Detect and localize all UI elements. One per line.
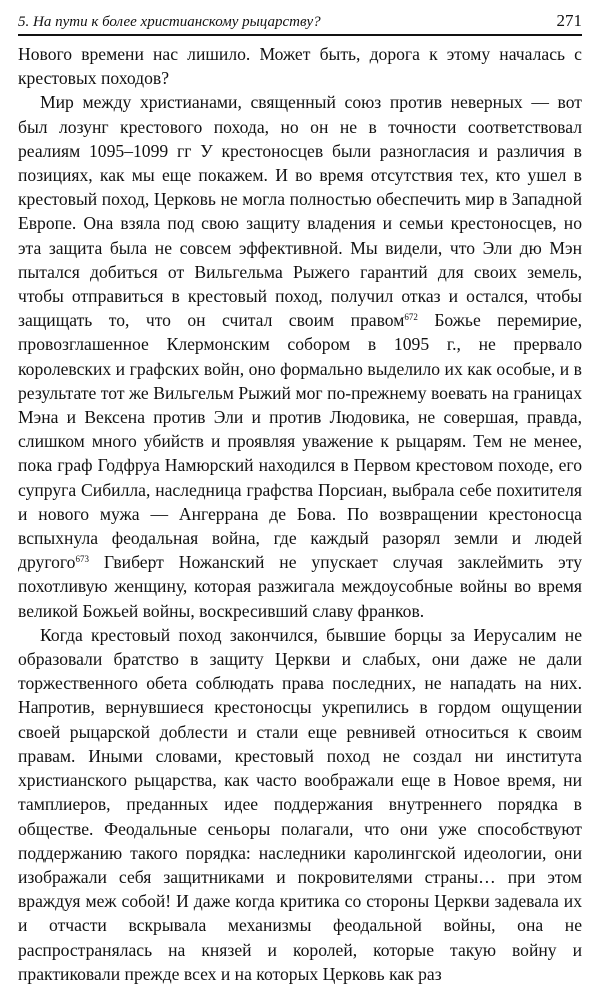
paragraph-text: Мир между христианами, священный союз против неверных — вот был лозунг крестового похода, но он не в точности соответствовал реалиям 1095–1099 гг У крестоносцев были разногласия и различия в позициях, как мы еще покажем. И во время отсутствия тех, кто ушел в крестовый поход, Церковь не могла полностью обеспечить мир в Западной Европе. Она взяла под свою защиту владения и семьи крестоносцев, но эта защита была не совсем эффективной. Мы видели, что Эли дю Мэн пытался добиться от Вильгельма Рыжего гарантий для своих земель, чтобы отправиться в крестовый поход, получил отказ и остался, чтобы защищать то, что он считал своим правом — [18, 92, 582, 331]
running-title: 5. На пути к более христианскому рыцарству? — [18, 14, 321, 30]
paragraph-text: Нового времени нас лишило. Может быть, дорога к этому началась с крестовых походов? — [18, 44, 582, 89]
footnote-marker[interactable]: 673 — [75, 554, 89, 565]
running-head — [18, 10, 582, 32]
paragraph-text: Когда крестовый поход закончился, бывшие борцы за Иерусалим не образовали братство в защиту Церкви и слабых, они даже не дали торжественного обета соблюдать права последних, не нападать на них. Напротив, вернувшиеся крестоносцы укрепились в гордом ощущении своей рыцарской доблести и стали еще ревнивей относиться к своим правам. Иными словами, крестовый поход не создал ни института христианского рыцарства, как часто воображали еще в Новое время, ни тамплиеров, преданных идее поддержания внутреннего порядка в обществе. Феодальные сеньоры полагали, что они уже способствуют поддержанию такого порядка: наследники каролингской идеологии, они изображали себя защитниками и покровителями страны… при этом враждуя меж собой! И даже когда критика со стороны Церкви задевала их и отчасти вскрывала механизмы феодальной войны, она не распространялась на князей и королей, которые такую войну и практиковали прежде всех и на которых Церковь как раз — [18, 624, 582, 984]
paragraph-text: Гвиберт Ножанский не упускает случая заклеймить эту похотливую женщину, которая разжигала междоусобные войны во время великой Божьей войны, воскресивший славу франков. — [18, 552, 582, 621]
paragraph-crusade-peace — [18, 90, 582, 622]
header-rule — [18, 34, 582, 36]
book-page — [18, 10, 582, 984]
body-text — [18, 42, 582, 986]
page-number: 271 — [556, 11, 582, 30]
footnote-marker[interactable]: 672 — [404, 312, 418, 323]
paragraph-continuation — [18, 42, 582, 90]
paragraph-after-crusade — [18, 623, 582, 986]
paragraph-text: Божье перемирие, провозглашенное Клермонским собором в 1095 г., не прервало королевских и графских войн, оно формально выделило их как особые, и в результате тот же Вильгельм Рыжий мог по-прежнему воевать на границах Мэна и Вексена против Эли и против Людовика, не совершая, правда, слишком много убийств и проявляя уважение к рыцарям. Тем не менее, пока граф Годфруа Намюрский находился в Первом крестовом походе, его супруга Сибилла, наследница графства Порсиан, выбрала себе похитителя и нового мужа — Ангеррана де Бова. По возвращении крестоносца вспыхнула феодальная война, где каждый разорял земли и людей другого — [18, 310, 582, 573]
